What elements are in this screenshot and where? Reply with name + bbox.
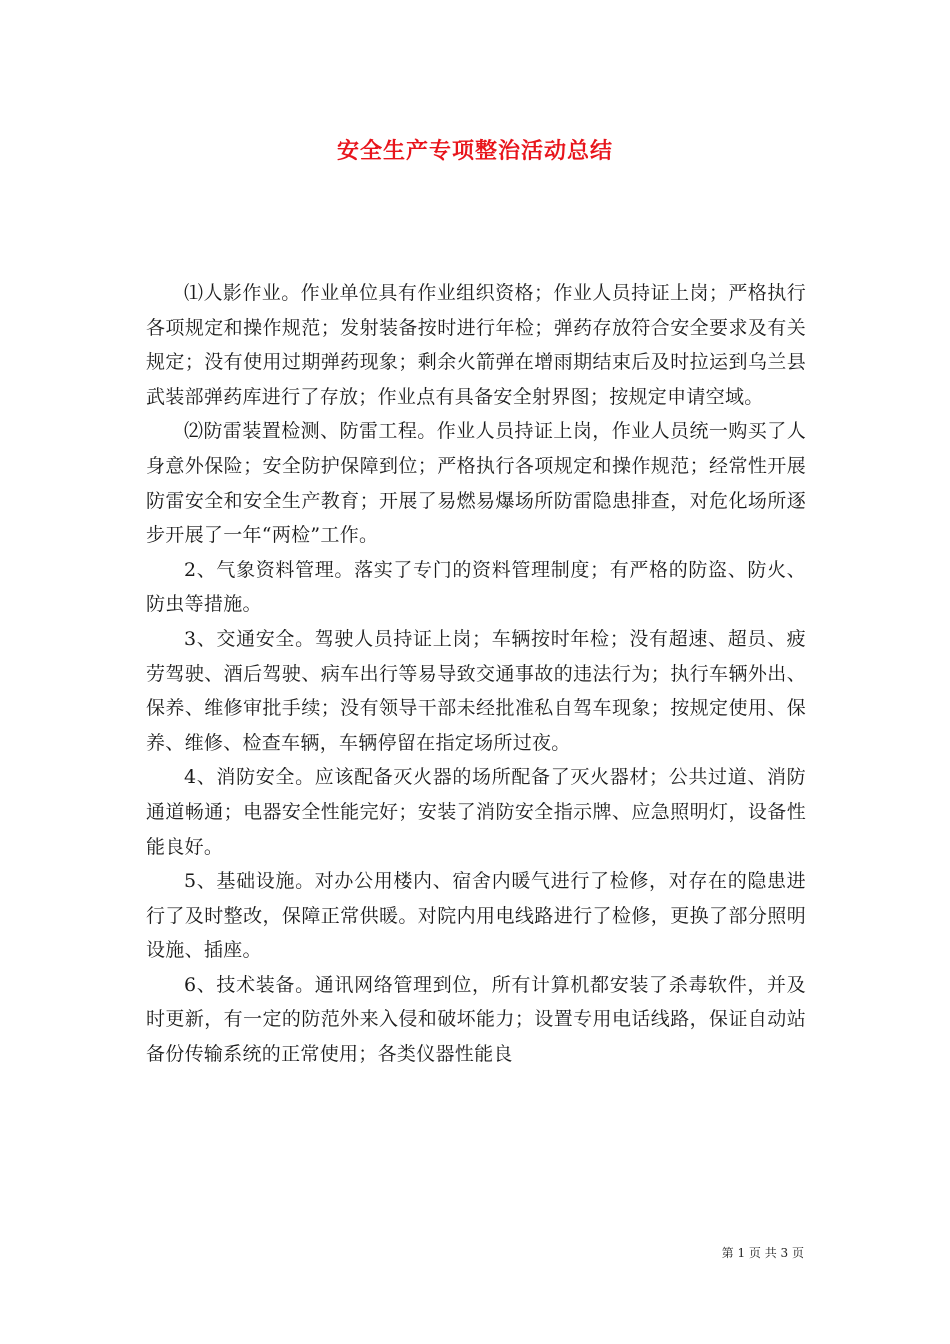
document-title: 安全生产专项整治活动总结: [336, 138, 613, 164]
paragraph-infrastructure: 5、基础设施。对办公用楼内、宿舍内暖气进行了检修，对存在的隐患进行了及时整改，保障正常供暖。对院内用电线路进行了检修，更换了部分照明设施、插座。: [146, 870, 806, 962]
paragraph-traffic-safety: 3、交通安全。驾驶人员持证上岗；车辆按时年检；没有超速、超员、疲劳驾驶、酒后驾驶、病车出行等易导致交通事故的违法行为；执行车辆外出、保养、维修审批手续；没有领导干部未经批准私自驾车现象；按规定使用、保养、维修、检查车辆，车辆停留在指定场所过夜。: [146, 627, 806, 754]
page-number-footer: 第 1 页 共 3 页: [721, 1246, 804, 1260]
document-body: [146, 276, 806, 1072]
paragraph-lightning-protection: ⑵防雷装置检测、防雷工程。作业人员持证上岗，作业人员统一购买了人身意外保险；安全防护保障到位；严格执行各项规定和操作规范；经常性开展防雷安全和安全生产教育；开展了易燃易爆场所防雷隐患排查，对危化场所逐步开展了一年“两检”工作。: [146, 420, 806, 547]
paragraph-fire-safety: 4、消防安全。应该配备灭火器的场所配备了灭火器材；公共过道、消防通道畅通；电器安全性能完好；安装了消防安全指示牌、应急照明灯，设备性能良好。: [146, 766, 806, 858]
paragraph-weather-modification: ⑴人影作业。作业单位具有作业组织资格；作业人员持证上岗；严格执行各项规定和操作规范；发射装备按时进行年检；弹药存放符合安全要求及有关规定；没有使用过期弹药现象；剩余火箭弹在增雨期结束后及时拉运到乌兰县武装部弹药库进行了存放；作业点有具备安全射界图；按规定申请空域。: [146, 282, 806, 408]
paragraph-meteorological-data: 2、气象资料管理。落实了专门的资料管理制度；有严格的防盗、防火、防虫等措施。: [146, 558, 806, 616]
paragraph-technical-equipment: 6、技术装备。通讯网络管理到位，所有计算机都安装了杀毒软件，并及时更新，有一定的防范外来入侵和破坏能力；设置专用电话线路，保证自动站备份传输系统的正常使用；各类仪器性能良: [146, 973, 806, 1066]
